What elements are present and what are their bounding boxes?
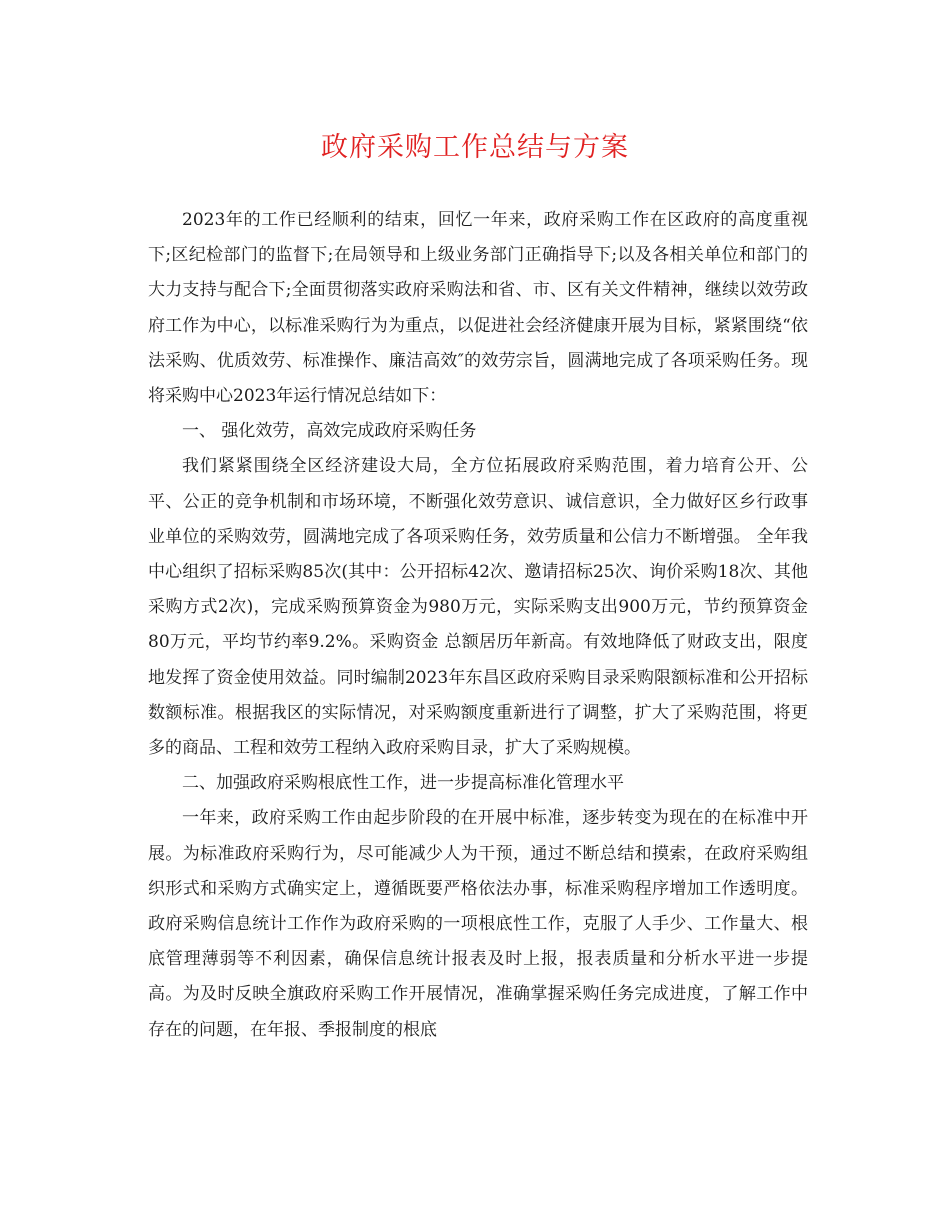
section-heading-1: 一、 强化效劳，高效完成政府采购任务: [182, 421, 477, 442]
document-title: 政府采购工作总结与方案: [321, 132, 629, 163]
paragraph-section-1: 我们紧紧围绕全区经济建设大局，全方位拓展政府采购范围，着力培育公开、公平、公正的竞争机制和市场环境，不断强化效劳意识、诚信意识，全力做好区乡行政事业单位的采购效劳，圆满地完成了各项采购任务，效劳质量和公信力不断增强。 全年我中心组织了招标采购85次(其中：公开招标42次、邀请招标25次、询价采购18次、其他采购方式2次)，完成采购预算资金为980万元，实际采购支出900万元，节约预算资金80万元，平均节约率9.2%。采购资金 总额居历年新高。有效地降低了财政支出，限度地发挥了资金使用效益。同时编制2023年东昌区政府采购目录采购限额标准和公开招标数额标准。根据我区的实际情况，对采购额度重新进行了调整，扩大了采购范围，将更多的商品、工程和效劳工程纳入政府采购目录，扩大了采购规模。: [148, 456, 808, 759]
paragraph-intro: 2023年的工作已经顺利的结束，回忆一年来，政府采购工作在区政府的高度重视下;区纪检部门的监督下;在局领导和上级业务部门正确指导下;以及各相关单位和部门的大力支持与配合下;全面贯彻落实政府采购法和省、市、区有关文件精神，继续以效劳政府工作为中心，以标准采购行为为重点，以促进社会经济健康开展为目标，紧紧围绕“依法采购、优质效劳、标准操作、廉洁高效″的效劳宗旨，圆满地完成了各项采购任务。现将采购中心2023年运行情况总结如下：: [148, 210, 808, 407]
document-body: [148, 203, 808, 1048]
paragraph-section-2: 一年来，政府采购工作由起步阶段的在开展中标准，逐步转变为现在的在标准中开展。为标准政府采购行为，尽可能减少人为干预，通过不断总结和摸索，在政府采购组织形式和采购方式确实定上，遵循既要严格依法办事，标准采购程序增加工作透明度。政府采购信息统计工作作为政府采购的一项根底性工作，克服了人手少、工作量大、根底管理薄弱等不利因素，确保信息统计报表及时上报，报表质量和分析水平进一步提高。为及时反映全旗政府采购工作开展情况，准确掌握采购任务完成进度，了解工作中存在的问题，在年报、季报制度的根底: [148, 808, 808, 1040]
section-heading-2: 二、加强政府采购根底性工作，进一步提高标准化管理水平: [182, 773, 624, 794]
